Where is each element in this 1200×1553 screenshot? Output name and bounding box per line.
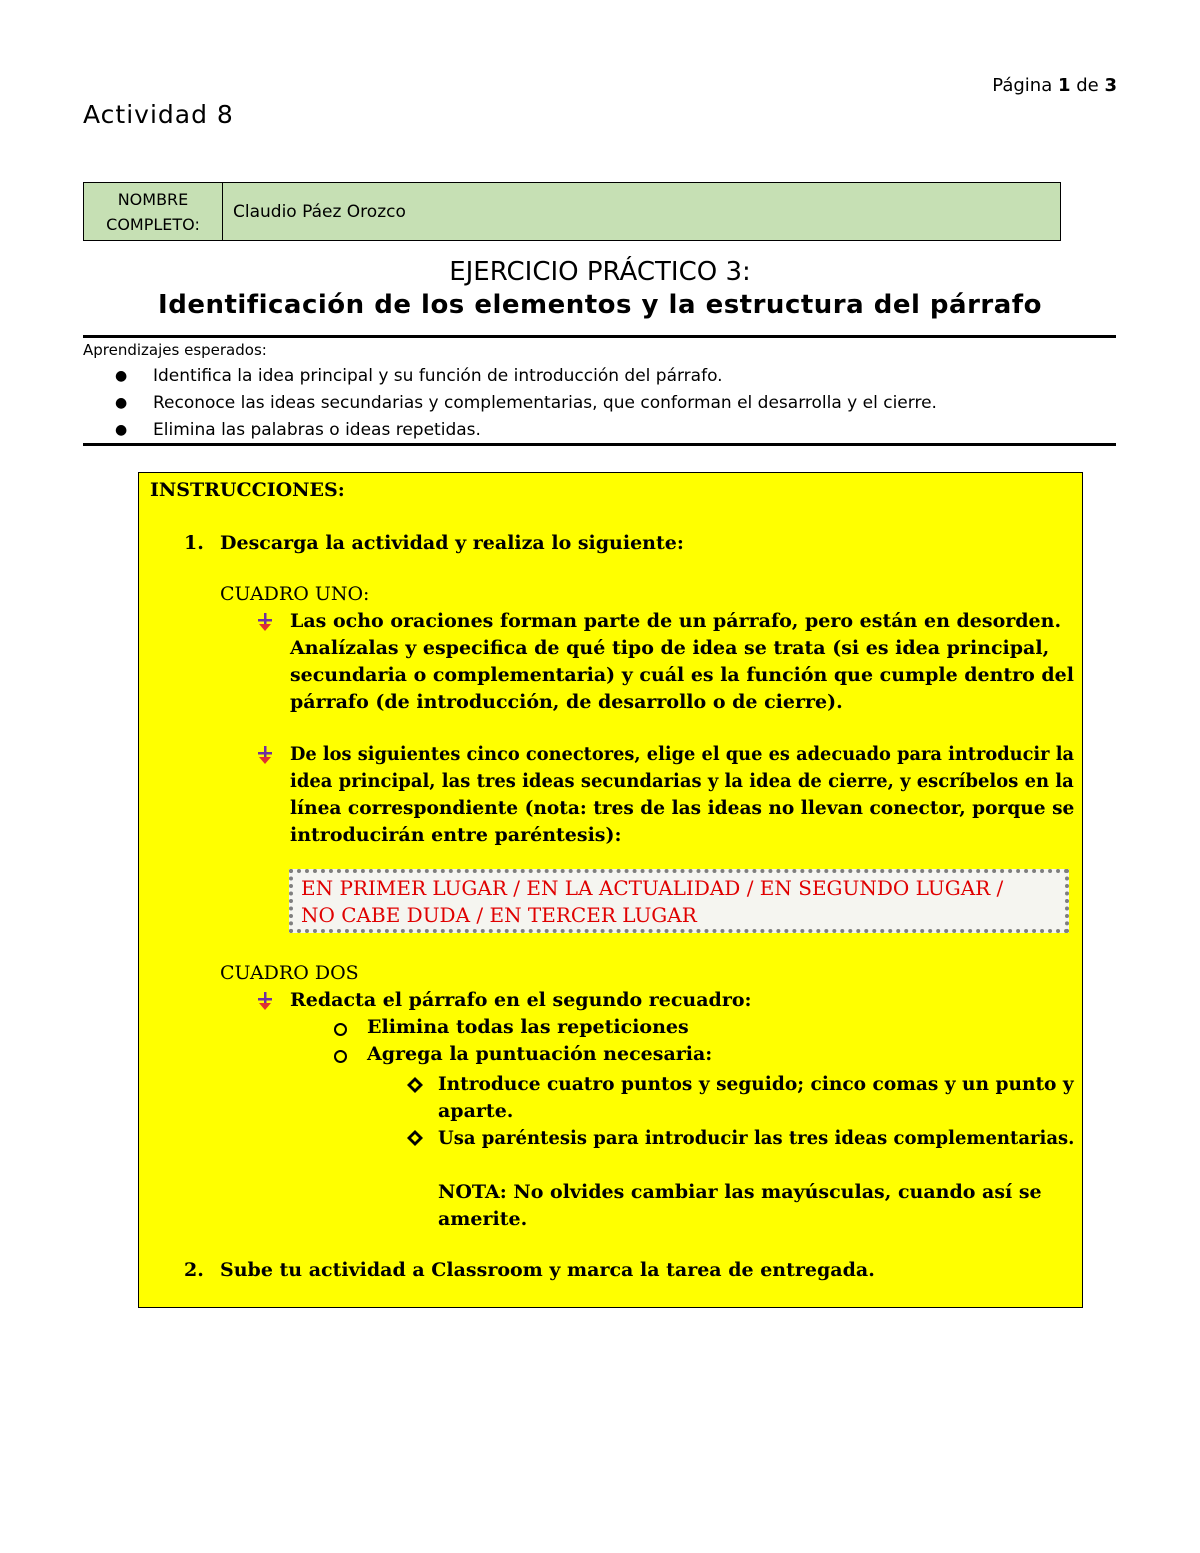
nota-text: NOTA: No olvides cambiar las mayúsculas, cuando así se: [438, 1181, 1042, 1203]
cuadro-dos-heading: CUADRO DOS: [220, 962, 359, 984]
aprendizajes-title: Aprendizajes esperados:: [83, 341, 267, 359]
list-item: ● Identifica la idea principal y su función de introducción del párrafo.: [115, 365, 723, 386]
cuadro-uno-heading: CUADRO UNO:: [220, 583, 370, 605]
bullet-icon: ●: [115, 421, 128, 438]
exercise-subtitle: Identificación de los elementos y la estructura del párrafo: [158, 290, 1042, 320]
circle-bullet-icon: [334, 1023, 347, 1036]
aprendizajes-list: [115, 362, 937, 443]
name-table: [83, 182, 1061, 241]
page-number: Página 1 de 3: [992, 75, 1117, 96]
connectors-box: EN PRIMER LUGAR / EN LA ACTUALIDAD / EN SEGUNDO LUGAR / NO CABE DUDA / EN TERCER LUGAR: [289, 869, 1069, 933]
list-item: ● Elimina las palabras o ideas repetidas.: [115, 419, 481, 440]
instructions-title: INSTRUCCIONES:: [150, 479, 345, 501]
list-item: ● Reconoce las ideas secundarias y complementarias, que conforman el desarrolla y el cierre.: [115, 392, 937, 413]
name-value: Claudio Páez Orozco: [233, 201, 406, 222]
step2-text: Sube tu actividad a Classroom y marca la tarea de entregada.: [220, 1259, 875, 1281]
arrow-down-icon: [255, 611, 275, 633]
name-label: NOMBRE COMPLETO:: [84, 183, 223, 240]
exercise-title: EJERCICIO PRÁCTICO 3:: [449, 257, 751, 287]
bullet-icon: ●: [115, 394, 128, 411]
step1-text: Descarga la actividad y realiza lo siguiente:: [220, 532, 684, 554]
arrow-down-icon: [255, 744, 275, 766]
step-number: 2.: [184, 1259, 204, 1281]
step-number: 1.: [184, 532, 204, 554]
circle-bullet-icon: [334, 1050, 347, 1063]
divider-top: [83, 335, 1116, 338]
bullet-icon: ●: [115, 367, 128, 384]
diamond-bullet-icon: [406, 1076, 424, 1094]
arrow-down-icon: [255, 990, 275, 1012]
divider-bottom: [83, 443, 1116, 446]
diamond-bullet-icon: [406, 1129, 424, 1147]
activity-title: Actividad 8: [83, 100, 234, 129]
instructions-box: INSTRUCCIONES: 1. Descarga la actividad y realiza lo siguiente: CUADRO UNO: Las ocho oraciones forman parte de un párrafo, pero están en desorden. Analízalas y especifica de qué tipo de idea se trata (si es idea principal, secundaria o complementaria) y cuál es la función que cumple dentro del párrafo (de introducción, de desarrollo o de cierre). De los siguientes cinco conectores, elige el que es adecuado para introducir la idea principal, las tres ideas secundarias y la idea de cierre, y escríbelos en la línea correspondiente (nota: tres de las ideas no llevan conector, porque se introducirán entre paréntesis): EN PRIMER LUGAR / EN LA ACTUALIDAD / EN SEGUNDO LUGAR / NO CABE DUDA / EN TERCER LUGAR CUADRO DOS Redacta el párrafo en el segundo recuadro: Elimina todas las repeticiones Agrega la puntuación necesaria: Introduce cuatro puntos y seguido; cinco comas y un punto y aparte. Usa paréntesis para introducir las tres ideas complementarias. NOTA: No olvides cambiar las mayúsculas, cuando así se amerite. 2. Sube tu actividad a Classroom y marca la tarea de entregada.: [138, 472, 1083, 1308]
